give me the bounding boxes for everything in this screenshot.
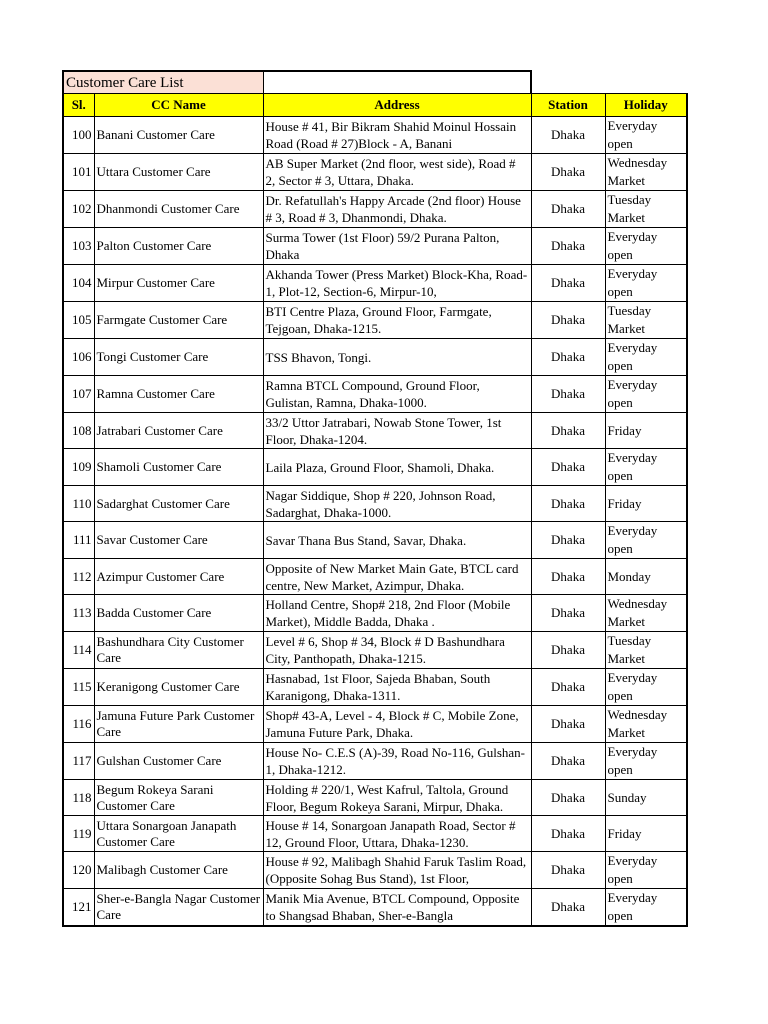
table-row [63,265,687,302]
row-station: Dhaka [531,852,605,889]
row-address: BTI Centre Plaza, Ground Floor, Farmgate, Tejgoan, Dhaka-1215. [263,302,531,339]
header-cc-name: CC Name [94,94,263,117]
row-address: House # 14, Sonargoan Janapath Road, Sector # 12, Ground Floor, Uttara, Dhaka-1230. [263,816,531,852]
row-holiday: Everyday open [605,449,687,486]
row-station: Dhaka [531,632,605,669]
row-sl: 106 [63,339,94,376]
row-station: Dhaka [531,302,605,339]
table-row [63,154,687,191]
row-sl: 112 [63,559,94,595]
row-cc-name: Farmgate Customer Care [94,302,263,339]
row-cc-name: Jatrabari Customer Care [94,413,263,449]
row-address: Holland Centre, Shop# 218, 2nd Floor (Mobile Market), Middle Badda, Dhaka . [263,595,531,632]
row-cc-name: Bashundhara City Customer Care [94,632,263,669]
row-holiday: Wednesday Market [605,595,687,632]
table-row [63,632,687,669]
row-sl: 101 [63,154,94,191]
row-cc-name: Uttara Customer Care [94,154,263,191]
row-station: Dhaka [531,191,605,228]
row-holiday: Everyday open [605,265,687,302]
row-address: Manik Mia Avenue, BTCL Compound, Opposite to Shangsad Bhaban, Sher-e-Bangla [263,889,531,927]
table-row [63,852,687,889]
row-station: Dhaka [531,669,605,706]
row-cc-name: Savar Customer Care [94,522,263,559]
row-sl: 113 [63,595,94,632]
table-row [63,889,687,927]
row-holiday: Everyday open [605,339,687,376]
table-row [63,376,687,413]
row-cc-name: Sher-e-Bangla Nagar Customer Care [94,889,263,927]
row-sl: 107 [63,376,94,413]
row-address: Surma Tower (1st Floor) 59/2 Purana Palton, Dhaka [263,228,531,265]
row-holiday: Everyday open [605,376,687,413]
title-row [63,71,687,94]
table-row [63,743,687,780]
row-station: Dhaka [531,449,605,486]
row-address: Laila Plaza, Ground Floor, Shamoli, Dhaka. [263,449,531,486]
row-address: Opposite of New Market Main Gate, BTCL card centre, New Market, Azimpur, Dhaka. [263,559,531,595]
blank-title-cell [263,71,531,94]
customer-care-sheet [62,70,688,927]
row-address: House # 41, Bir Bikram Shahid Moinul Hossain Road (Road # 27)Block - A, Banani [263,117,531,154]
row-holiday: Tuesday Market [605,302,687,339]
row-holiday: Tuesday Market [605,191,687,228]
row-cc-name: Azimpur Customer Care [94,559,263,595]
row-sl: 117 [63,743,94,780]
header-holiday: Holiday [605,94,687,117]
row-sl: 103 [63,228,94,265]
row-address: Ramna BTCL Compound, Ground Floor, Gulistan, Ramna, Dhaka-1000. [263,376,531,413]
table-row [63,413,687,449]
row-address: Hasnabad, 1st Floor, Sajeda Bhaban, South Karanigong, Dhaka-1311. [263,669,531,706]
row-sl: 100 [63,117,94,154]
table-row [63,191,687,228]
table-row [63,228,687,265]
row-sl: 108 [63,413,94,449]
row-cc-name: Gulshan Customer Care [94,743,263,780]
row-sl: 104 [63,265,94,302]
row-holiday: Friday [605,486,687,522]
row-station: Dhaka [531,595,605,632]
row-station: Dhaka [531,228,605,265]
row-station: Dhaka [531,339,605,376]
row-holiday: Friday [605,413,687,449]
row-holiday: Everyday open [605,889,687,927]
header-row [63,94,687,117]
row-sl: 115 [63,669,94,706]
row-address: Holding # 220/1, West Kafrul, Taltola, Ground Floor, Begum Rokeya Sarani, Mirpur, Dhaka. [263,780,531,816]
table-row [63,816,687,852]
row-address: Nagar Siddique, Shop # 220, Johnson Road, Sadarghat, Dhaka-1000. [263,486,531,522]
row-holiday: Everyday open [605,743,687,780]
row-sl: 119 [63,816,94,852]
row-cc-name: Dhanmondi Customer Care [94,191,263,228]
row-sl: 110 [63,486,94,522]
row-cc-name: Sadarghat Customer Care [94,486,263,522]
row-station: Dhaka [531,413,605,449]
row-cc-name: Shamoli Customer Care [94,449,263,486]
row-address: AB Super Market (2nd floor, west side), Road # 2, Sector # 3, Uttara, Dhaka. [263,154,531,191]
row-address: Akhanda Tower (Press Market) Block-Kha, Road-1, Plot-12, Section-6, Mirpur-10, [263,265,531,302]
row-station: Dhaka [531,706,605,743]
row-cc-name: Malibagh Customer Care [94,852,263,889]
header-station: Station [531,94,605,117]
table-row [63,449,687,486]
row-station: Dhaka [531,559,605,595]
row-cc-name: Keranigong Customer Care [94,669,263,706]
row-sl: 109 [63,449,94,486]
row-station: Dhaka [531,265,605,302]
row-holiday: Wednesday Market [605,154,687,191]
row-sl: 120 [63,852,94,889]
row-cc-name: Uttara Sonargoan Janapath Customer Care [94,816,263,852]
row-cc-name: Banani Customer Care [94,117,263,154]
row-sl: 121 [63,889,94,927]
row-address: House # 92, Malibagh Shahid Faruk Taslim Road, (Opposite Sohag Bus Stand), 1st Floor, [263,852,531,889]
sheet-title: Customer Care List [63,71,263,94]
row-station: Dhaka [531,522,605,559]
row-holiday: Sunday [605,780,687,816]
row-address: House No- C.E.S (A)-39, Road No-116, Gulshan-1, Dhaka-1212. [263,743,531,780]
row-sl: 116 [63,706,94,743]
row-address: TSS Bhavon, Tongi. [263,339,531,376]
table-row [63,302,687,339]
row-station: Dhaka [531,780,605,816]
row-holiday: Everyday open [605,852,687,889]
row-holiday: Monday [605,559,687,595]
row-address: 33/2 Uttor Jatrabari, Nowab Stone Tower, 1st Floor, Dhaka-1204. [263,413,531,449]
header-sl: Sl. [63,94,94,117]
row-cc-name: Palton Customer Care [94,228,263,265]
table-row [63,669,687,706]
row-address: Savar Thana Bus Stand, Savar, Dhaka. [263,522,531,559]
row-station: Dhaka [531,889,605,927]
row-sl: 114 [63,632,94,669]
row-station: Dhaka [531,154,605,191]
row-holiday: Everyday open [605,522,687,559]
table-row [63,117,687,154]
row-address: Level # 6, Shop # 34, Block # D Bashundhara City, Panthopath, Dhaka-1215. [263,632,531,669]
row-holiday: Wednesday Market [605,706,687,743]
row-cc-name: Ramna Customer Care [94,376,263,413]
customer-care-table [62,70,688,927]
row-sl: 102 [63,191,94,228]
row-holiday: Everyday open [605,228,687,265]
table-row [63,486,687,522]
row-cc-name: Begum Rokeya Sarani Customer Care [94,780,263,816]
row-station: Dhaka [531,117,605,154]
row-address: Dr. Refatullah's Happy Arcade (2nd floor) House # 3, Road # 3, Dhanmondi, Dhaka. [263,191,531,228]
row-station: Dhaka [531,816,605,852]
table-row [63,339,687,376]
row-cc-name: Jamuna Future Park Customer Care [94,706,263,743]
row-holiday: Everyday open [605,117,687,154]
row-station: Dhaka [531,376,605,413]
table-row [63,559,687,595]
row-cc-name: Mirpur Customer Care [94,265,263,302]
row-holiday: Friday [605,816,687,852]
table-row [63,522,687,559]
row-sl: 118 [63,780,94,816]
row-cc-name: Badda Customer Care [94,595,263,632]
row-station: Dhaka [531,743,605,780]
table-row [63,706,687,743]
table-row [63,595,687,632]
row-cc-name: Tongi Customer Care [94,339,263,376]
empty-cell [531,71,687,94]
row-station: Dhaka [531,486,605,522]
row-sl: 111 [63,522,94,559]
table-row [63,780,687,816]
row-sl: 105 [63,302,94,339]
row-holiday: Everyday open [605,669,687,706]
header-address: Address [263,94,531,117]
row-holiday: Tuesday Market [605,632,687,669]
row-address: Shop# 43-A, Level - 4, Block # C, Mobile Zone, Jamuna Future Park, Dhaka. [263,706,531,743]
